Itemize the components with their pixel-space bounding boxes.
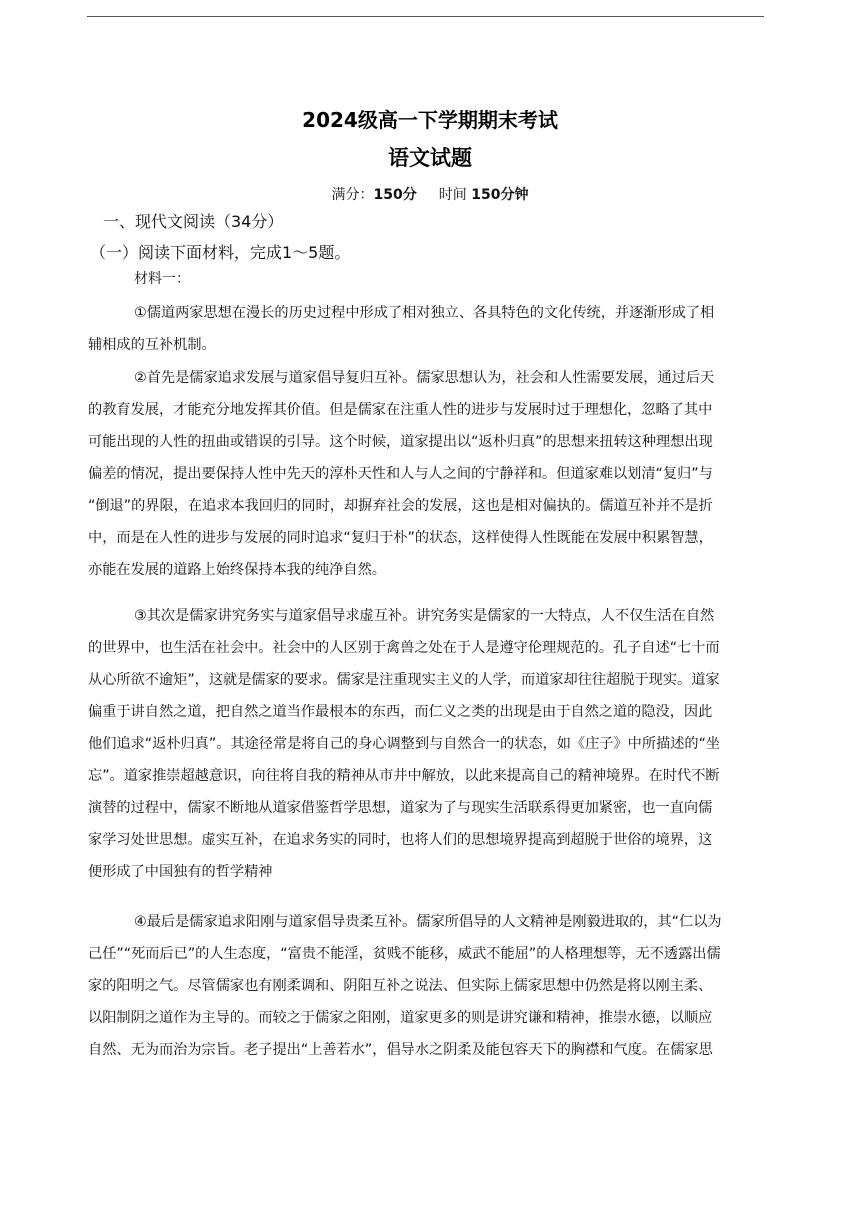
paragraph-line: 以阳制阴之道作为主导的。而较之于儒家之阳刚，道家更多的则是讲究谦和精神，推崇水德，以顺应 bbox=[88, 1010, 713, 1026]
paragraph-line: ④最后是儒家追求阳刚与道家倡导贵柔互补。儒家所倡导的人文精神是刚毅进取的，其“仁以为 bbox=[134, 914, 722, 930]
paragraph-line: 家的阳明之气。尽管儒家也有刚柔调和、阴阳互补之说法、但实际上儒家思想中仍然是将以刚主柔、 bbox=[88, 978, 713, 994]
paragraph-line: 偏差的情况，提出要保持人性中先天的淳朴天性和人与人之间的宁静祥和。但道家难以划清“复归”与 bbox=[88, 466, 713, 482]
paragraph-line: ①儒道两家思想在漫长的历史过程中形成了相对独立、各具特色的文化传统，并逐渐形成了相 bbox=[134, 305, 715, 321]
paragraph-line: 的世界中，也生活在社会中。社会中的人区别于禽兽之处在于人是遵守伦理规范的。孔子自述“七十而 bbox=[88, 640, 720, 656]
paragraph-2 bbox=[88, 362, 768, 586]
exam-title: 2024级高一下学期期末考试 bbox=[302, 108, 558, 132]
material-label: 材料一： bbox=[134, 271, 190, 287]
section-subheading: （一）阅读下面材料，完成1～5题。 bbox=[90, 243, 351, 262]
section-heading: 一、现代文阅读（34分） bbox=[103, 212, 284, 231]
paragraph-line: 可能出现的人性的扭曲或错误的引导。这个时候，道家提出以“返朴归真”的思想来扭转这种理想出现 bbox=[88, 434, 713, 450]
paragraph-line: ②首先是儒家追求发展与道家倡导复归互补。儒家思想认为，社会和人性需要发展，通过后天 bbox=[134, 370, 715, 386]
paragraph-line: 忘”。道家推崇超越意识，向往将自我的精神从市井中解放，以此来提高自己的精神境界。在时代不断 bbox=[88, 768, 720, 784]
paragraph-4 bbox=[88, 906, 768, 1066]
time-label: 时间 bbox=[438, 187, 467, 203]
paragraph-1 bbox=[88, 297, 768, 361]
top-rule bbox=[87, 16, 764, 17]
paragraph-line: 他们追求“返朴归真”。其途径常是将自己的身心调整到与自然合一的状态，如《庄子》中所描述的“坐 bbox=[88, 736, 721, 752]
paragraph-line: 自然、无为而治为宗旨。老子提出“上善若水”，倡导水之阴柔及能包容天下的胸襟和气度。在儒家思 bbox=[88, 1042, 713, 1058]
paragraph-line: 己任”“死而后已”的人生态度，“富贵不能淫，贫贱不能移，威武不能屈”的人格理想等，无不透露出儒 bbox=[88, 946, 721, 962]
paragraph-line: 演替的过程中，儒家不断地从道家借鉴哲学思想，道家为了与现实生活联系得更加紧密，也一直向儒 bbox=[88, 800, 713, 816]
score-label: 满分： bbox=[331, 187, 374, 203]
exam-meta bbox=[0, 184, 860, 204]
paragraph-line: 辅相成的互补机制。 bbox=[88, 337, 216, 353]
score-value: 150分 bbox=[373, 187, 417, 203]
paragraph-line: 亦能在发展的道路上始终保持本我的纯净自然。 bbox=[88, 562, 386, 578]
paragraph-line: 从心所欲不逾矩”，这就是儒家的要求。儒家是注重现实主义的人学，而道家却往往超脱于现实。道家 bbox=[88, 672, 720, 688]
time-value: 150分钟 bbox=[471, 187, 529, 203]
paragraph-line: 便形成了中国独有的哲学精神 bbox=[88, 864, 273, 880]
paragraph-line: ③其次是儒家讲究务实与道家倡导求虚互补。讲究务实是儒家的一大特点，人不仅生活在自然 bbox=[134, 608, 715, 624]
paragraph-line: 中，而是在人性的进步与发展的同时追求“复归于朴”的状态，这样使得人性既能在发展中积累智慧， bbox=[88, 530, 713, 546]
paragraph-line: “倒退”的界限，在追求本我回归的同时，却摒弃社会的发展，这也是相对偏执的。儒道互补并不是折 bbox=[88, 498, 713, 514]
paragraph-line: 家学习处世思想。虚实互补，在追求务实的同时，也将人们的思想境界提高到超脱于世俗的境界，这 bbox=[88, 832, 713, 848]
paragraph-3 bbox=[88, 600, 768, 888]
exam-subtitle: 语文试题 bbox=[388, 146, 472, 170]
paragraph-line: 的教育发展，才能充分地发挥其价值。但是儒家在注重人性的进步与发展时过于理想化，忽略了其中 bbox=[88, 402, 713, 418]
paragraph-line: 偏重于讲自然之道，把自然之道当作最根本的东西，而仁义之类的出现是由于自然之道的隐没，因此 bbox=[88, 704, 713, 720]
